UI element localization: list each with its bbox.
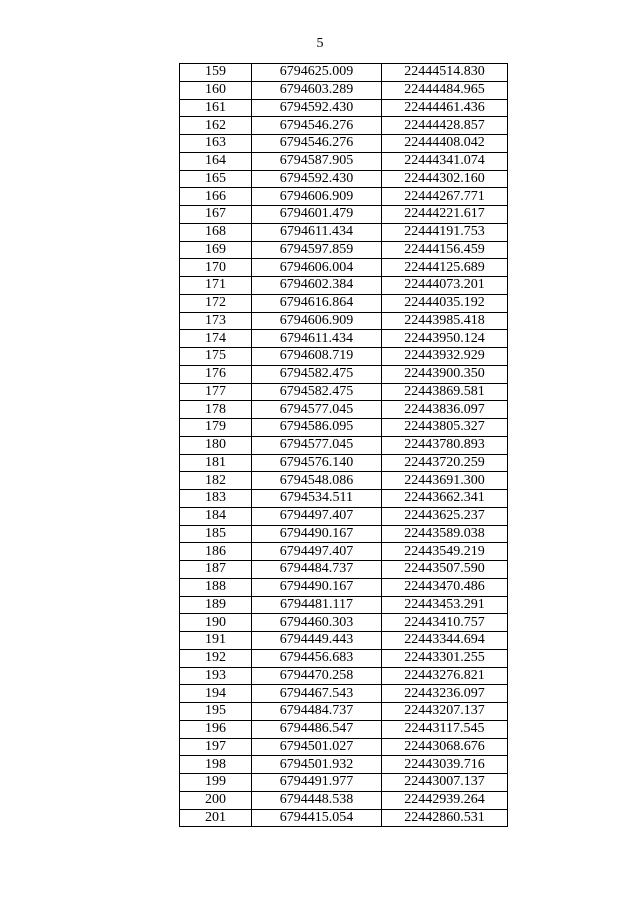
point-number-cell: 197 [180,738,252,756]
table-row [180,365,508,383]
table-row [180,649,508,667]
point-number-cell: 166 [180,188,252,206]
x-coordinate-cell: 6794606.004 [252,259,382,277]
point-number-cell: 161 [180,99,252,117]
point-number-cell: 174 [180,330,252,348]
table-row [180,720,508,738]
table-row [180,756,508,774]
table-row [180,312,508,330]
x-coordinate-cell: 6794606.909 [252,312,382,330]
point-number-cell: 167 [180,206,252,224]
y-coordinate-cell: 22442860.531 [382,809,508,827]
y-coordinate-cell: 22444156.459 [382,241,508,259]
table-row [180,614,508,632]
table-row [180,436,508,454]
x-coordinate-cell: 6794490.167 [252,525,382,543]
y-coordinate-cell: 22443662.341 [382,490,508,508]
y-coordinate-cell: 22444484.965 [382,81,508,99]
x-coordinate-cell: 6794448.538 [252,791,382,809]
x-coordinate-cell: 6794592.430 [252,99,382,117]
point-number-cell: 175 [180,348,252,366]
x-coordinate-cell: 6794449.443 [252,632,382,650]
x-coordinate-cell: 6794481.117 [252,596,382,614]
x-coordinate-cell: 6794606.909 [252,188,382,206]
x-coordinate-cell: 6794616.864 [252,294,382,312]
table-row [180,809,508,827]
y-coordinate-cell: 22444073.201 [382,277,508,295]
y-coordinate-cell: 22444035.192 [382,294,508,312]
x-coordinate-cell: 6794497.407 [252,543,382,561]
point-number-cell: 182 [180,472,252,490]
point-number-cell: 178 [180,401,252,419]
table-row [180,152,508,170]
table-row [180,81,508,99]
y-coordinate-cell: 22443470.486 [382,578,508,596]
x-coordinate-cell: 6794534.511 [252,490,382,508]
point-number-cell: 198 [180,756,252,774]
table-row [180,401,508,419]
point-number-cell: 168 [180,223,252,241]
table-row [180,472,508,490]
y-coordinate-cell: 22443236.097 [382,685,508,703]
y-coordinate-cell: 22443932.929 [382,348,508,366]
page-number: 5 [316,36,324,51]
point-number-cell: 160 [180,81,252,99]
point-number-cell: 189 [180,596,252,614]
table-row [180,596,508,614]
point-number-cell: 194 [180,685,252,703]
point-number-cell: 179 [180,419,252,437]
y-coordinate-cell: 22443344.694 [382,632,508,650]
x-coordinate-cell: 6794486.547 [252,720,382,738]
point-number-cell: 176 [180,365,252,383]
x-coordinate-cell: 6794603.289 [252,81,382,99]
point-number-cell: 162 [180,117,252,135]
point-number-cell: 180 [180,436,252,454]
point-number-cell: 201 [180,809,252,827]
x-coordinate-cell: 6794491.977 [252,774,382,792]
x-coordinate-cell: 6794577.045 [252,401,382,419]
table-row [180,667,508,685]
x-coordinate-cell: 6794467.543 [252,685,382,703]
point-number-cell: 164 [180,152,252,170]
point-number-cell: 196 [180,720,252,738]
y-coordinate-cell: 22443453.291 [382,596,508,614]
x-coordinate-cell: 6794587.905 [252,152,382,170]
point-number-cell: 191 [180,632,252,650]
x-coordinate-cell: 6794582.475 [252,383,382,401]
coordinates-table [179,63,508,827]
table-row [180,223,508,241]
x-coordinate-cell: 6794460.303 [252,614,382,632]
x-coordinate-cell: 6794577.045 [252,436,382,454]
table-row [180,294,508,312]
y-coordinate-cell: 22442939.264 [382,791,508,809]
table-row [180,578,508,596]
point-number-cell: 181 [180,454,252,472]
point-number-cell: 190 [180,614,252,632]
y-coordinate-cell: 22443625.237 [382,507,508,525]
y-coordinate-cell: 22443869.581 [382,383,508,401]
table-row [180,507,508,525]
y-coordinate-cell: 22443207.137 [382,703,508,721]
table-row [180,206,508,224]
table-row [180,774,508,792]
table-row [180,99,508,117]
table-row [180,259,508,277]
table-row [180,632,508,650]
point-number-cell: 195 [180,703,252,721]
table-row [180,170,508,188]
coordinates-table-body [180,64,508,827]
y-coordinate-cell: 22443900.350 [382,365,508,383]
x-coordinate-cell: 6794602.384 [252,277,382,295]
y-coordinate-cell: 22444267.771 [382,188,508,206]
x-coordinate-cell: 6794601.479 [252,206,382,224]
table-row [180,454,508,472]
x-coordinate-cell: 6794501.932 [252,756,382,774]
point-number-cell: 163 [180,135,252,153]
point-number-cell: 159 [180,64,252,82]
table-row [180,64,508,82]
y-coordinate-cell: 22443836.097 [382,401,508,419]
table-row [180,330,508,348]
y-coordinate-cell: 22444302.160 [382,170,508,188]
y-coordinate-cell: 22443720.259 [382,454,508,472]
y-coordinate-cell: 22443039.716 [382,756,508,774]
x-coordinate-cell: 6794611.434 [252,330,382,348]
y-coordinate-cell: 22444461.436 [382,99,508,117]
y-coordinate-cell: 22443950.124 [382,330,508,348]
y-coordinate-cell: 22443805.327 [382,419,508,437]
x-coordinate-cell: 6794470.258 [252,667,382,685]
y-coordinate-cell: 22444341.074 [382,152,508,170]
point-number-cell: 177 [180,383,252,401]
point-number-cell: 193 [180,667,252,685]
x-coordinate-cell: 6794484.737 [252,703,382,721]
y-coordinate-cell: 22443549.219 [382,543,508,561]
x-coordinate-cell: 6794582.475 [252,365,382,383]
x-coordinate-cell: 6794484.737 [252,561,382,579]
x-coordinate-cell: 6794611.434 [252,223,382,241]
table-row [180,135,508,153]
table-row [180,348,508,366]
y-coordinate-cell: 22443068.676 [382,738,508,756]
table-row [180,383,508,401]
point-number-cell: 187 [180,561,252,579]
y-coordinate-cell: 22444514.830 [382,64,508,82]
x-coordinate-cell: 6794608.719 [252,348,382,366]
point-number-cell: 171 [180,277,252,295]
table-row [180,703,508,721]
y-coordinate-cell: 22443780.893 [382,436,508,454]
y-coordinate-cell: 22444125.689 [382,259,508,277]
x-coordinate-cell: 6794592.430 [252,170,382,188]
table-row [180,117,508,135]
point-number-cell: 200 [180,791,252,809]
table-row [180,561,508,579]
x-coordinate-cell: 6794501.027 [252,738,382,756]
y-coordinate-cell: 22443276.821 [382,667,508,685]
point-number-cell: 183 [180,490,252,508]
x-coordinate-cell: 6794548.086 [252,472,382,490]
point-number-cell: 185 [180,525,252,543]
table-row [180,188,508,206]
point-number-cell: 172 [180,294,252,312]
x-coordinate-cell: 6794576.140 [252,454,382,472]
point-number-cell: 170 [180,259,252,277]
table-row [180,419,508,437]
table-row [180,241,508,259]
y-coordinate-cell: 22443691.300 [382,472,508,490]
y-coordinate-cell: 22444408.042 [382,135,508,153]
y-coordinate-cell: 22444221.617 [382,206,508,224]
table-row [180,277,508,295]
x-coordinate-cell: 6794490.167 [252,578,382,596]
y-coordinate-cell: 22443410.757 [382,614,508,632]
table-row [180,525,508,543]
y-coordinate-cell: 22443007.137 [382,774,508,792]
y-coordinate-cell: 22443117.545 [382,720,508,738]
table-row [180,490,508,508]
x-coordinate-cell: 6794456.683 [252,649,382,667]
y-coordinate-cell: 22444428.857 [382,117,508,135]
x-coordinate-cell: 6794546.276 [252,117,382,135]
point-number-cell: 165 [180,170,252,188]
x-coordinate-cell: 6794546.276 [252,135,382,153]
x-coordinate-cell: 6794497.407 [252,507,382,525]
point-number-cell: 199 [180,774,252,792]
point-number-cell: 188 [180,578,252,596]
table-row [180,791,508,809]
y-coordinate-cell: 22444191.753 [382,223,508,241]
point-number-cell: 192 [180,649,252,667]
x-coordinate-cell: 6794625.009 [252,64,382,82]
point-number-cell: 173 [180,312,252,330]
y-coordinate-cell: 22443301.255 [382,649,508,667]
x-coordinate-cell: 6794415.054 [252,809,382,827]
table-row [180,543,508,561]
point-number-cell: 169 [180,241,252,259]
y-coordinate-cell: 22443507.590 [382,561,508,579]
table-row [180,685,508,703]
x-coordinate-cell: 6794597.859 [252,241,382,259]
y-coordinate-cell: 22443985.418 [382,312,508,330]
table-row [180,738,508,756]
point-number-cell: 184 [180,507,252,525]
x-coordinate-cell: 6794586.095 [252,419,382,437]
y-coordinate-cell: 22443589.038 [382,525,508,543]
point-number-cell: 186 [180,543,252,561]
